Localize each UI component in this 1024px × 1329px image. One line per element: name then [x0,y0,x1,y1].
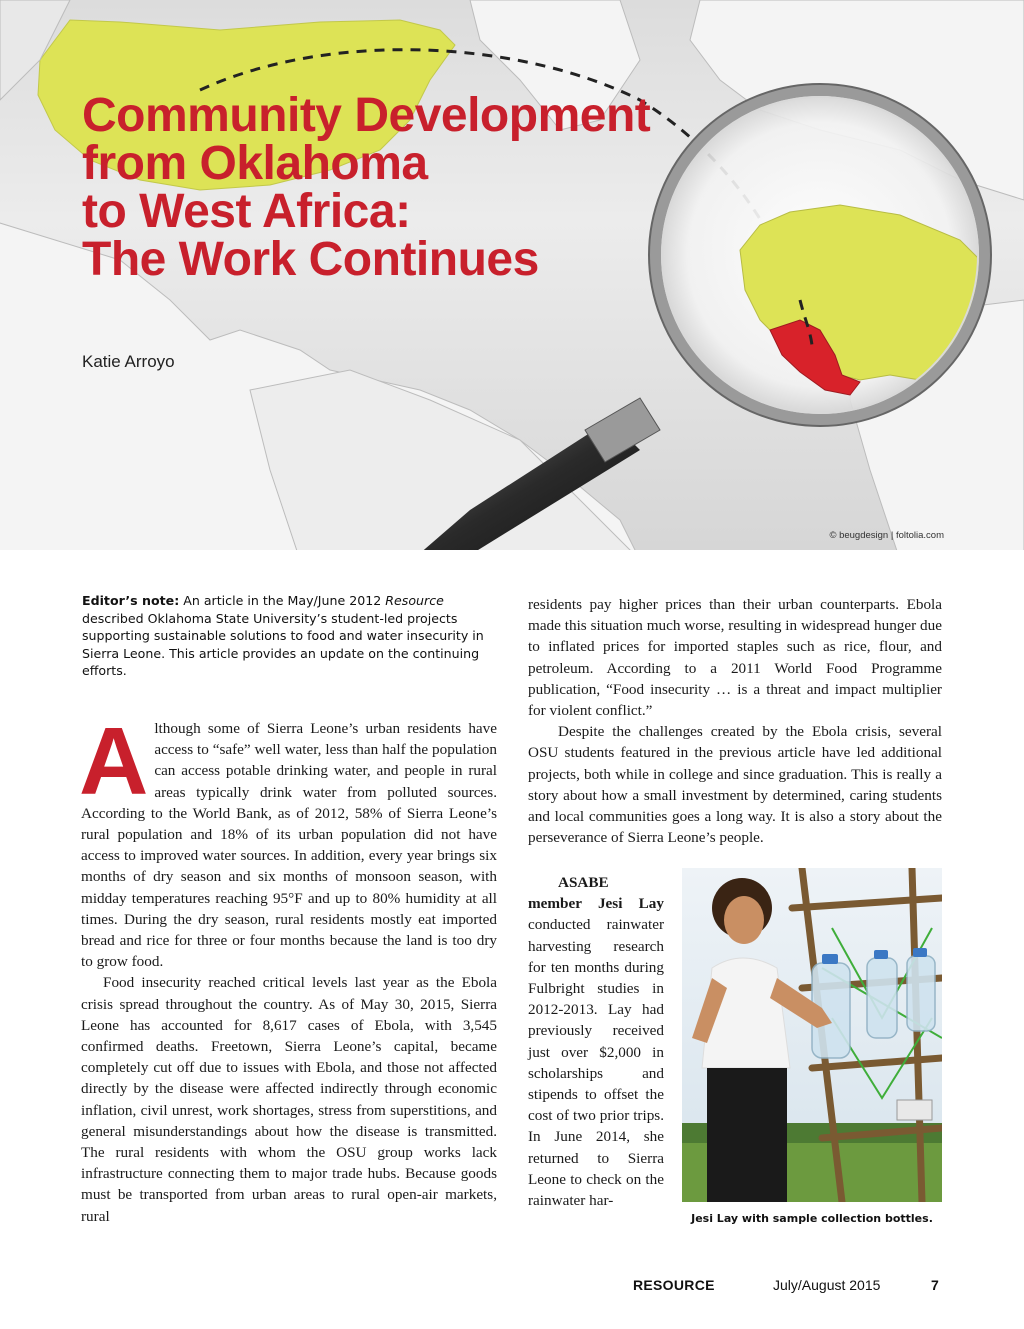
drop-cap: A [79,708,149,815]
title-line: from Oklahoma [82,137,428,190]
article-column-left [79,708,497,1227]
paragraph-text: lthough some of Sierra Leone’s urban residents have access to “safe” well water, less than half the population can access potable drinking water, and people in rural areas typically drink water from polluted sources. According to the World Bank, as of 2012, 58% of Sierra Leone’s rural population and 18% of its urban population did not have access to improved water sources. In addition, every year brings six months of dry season and six months of monsoon season, with midday temperatures reaching 95°F and up to 80% humidity at all times. During the dry season, rural residents mostly eat imported bread and rice for three or four months because the land is too dry to grow food. [81,720,497,971]
editors-note-label: Editor’s note: [82,593,180,608]
photo-credit: © beugdesign | foltolia.com [829,530,944,541]
article-paragraph [528,872,664,1211]
footer-publication: RESOURCE [633,1277,715,1293]
footer-issue-date: July/August 2015 [773,1277,881,1293]
title-line: The Work Continues [82,233,539,286]
page-number: 7 [931,1277,939,1293]
publication-name: Resource [385,593,444,608]
article-paragraph: Despite the challenges created by the Ebola crisis, several OSU students featured in the previous article have led additional projects, both while in college and since graduation. This is really a story about how a small investment by determined, caring students and local communities goes a long way. It is also a story about the perseverance of Sierra Leone’s people. [528,723,942,847]
paragraph-text: conducted rainwater harvesting research for ten months during Fulbright studies in 2012-2013. Lay had previously received just over $2,000 in scholarships and stipends to offset the cost of two prior trips. In June 2014, she returned to Sierra Leone to check on the rainwater har- [528,916,664,1210]
editors-note-text: described Oklahoma State University’s student-led projects supporting sustainable solutions to food and water insecurity in Sierra Leone. This article provides an update on the continuing efforts. [82,610,484,678]
photo-illustration [682,868,942,1202]
editors-note-text: An article in the May/June 2012 [179,593,386,608]
article-paragraph [79,708,497,972]
article-title [82,89,651,286]
title-line: to West Africa: [82,185,411,238]
photo-caption: Jesi Lay with sample collection bottles. [691,1212,933,1225]
article-column-right-narrow [528,872,664,1211]
author-byline: Katie Arroyo [82,352,175,371]
article-paragraph: residents pay higher prices than their urban counterparts. Ebola made this situation much worse, resulting in widespread hunger due to inflated prices for imported staples such as rice, flour, and petroleum. According to a 2011 World Food Programme publication, “Food insecurity … is a threat and impact multiplier for violent conflict.” [528,596,942,720]
member-name: ASABE member Jesi Lay [528,874,664,913]
jesi-lay-photo [682,868,942,1202]
article-column-right [528,594,942,848]
hero-banner [0,0,1024,550]
title-line: Community Development [82,89,651,142]
article-paragraph: Food insecurity reached critical levels last year as the Ebola crisis spread throughout the country. As of May 30, 2015, Sierra Leone has accounted for 8,617 cases of Ebola, with 3,545 confirmed deaths. Freetown, Sierra Leone’s capital, became completely cut off due to issues with Ebola, and those not affected directly by the disease were affected indirectly through economic inflation, civil unrest, work shortages, stress from superstitions, and general misunderstandings about how the disease is transmitted. The rural residents with whom the OSU group works lack infrastructure connecting them to major trade hubs. Because goods must be transported from urban areas to rural open-air markets, rural [81,974,497,1225]
editors-note [82,592,494,680]
